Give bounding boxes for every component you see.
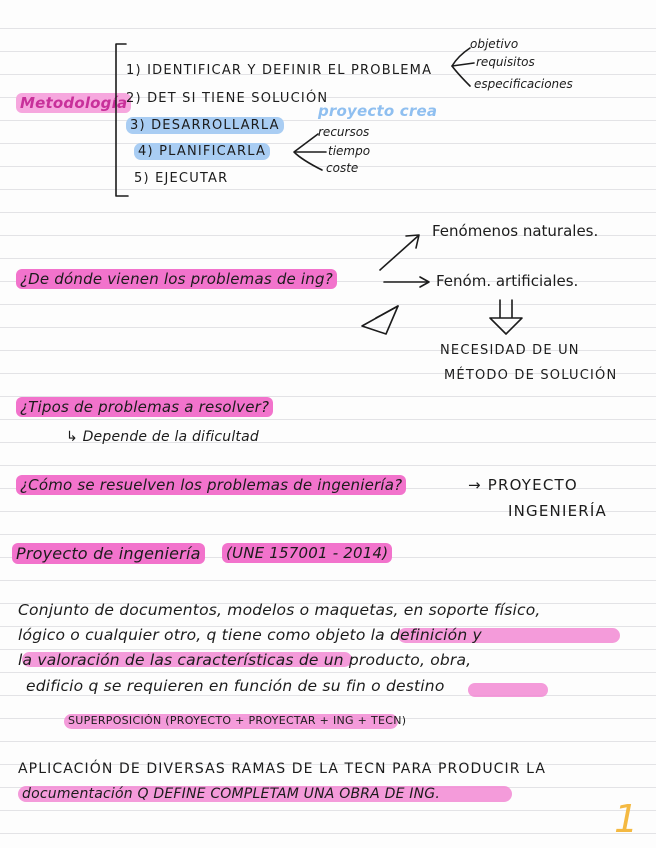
definicion-line-1: Conjunto de documentos, modelos o maquetas, en soporte físico,	[18, 601, 541, 619]
definicion-line-2: lógico o cualquier otro, q tiene como objeto la definición y	[18, 626, 482, 644]
necesidad-line-1: NECESIDAD DE UN	[440, 343, 580, 358]
aplicacion-line-1: APLICACIÓN DE DIVERSAS RAMAS DE LA TECN PARA PRODUCIR LA	[18, 761, 547, 777]
como-question: ¿Cómo se resuelven los problemas de ingeniería?	[16, 478, 406, 493]
page-number: 1	[614, 797, 639, 841]
necesidad-line-2: MÉTODO DE SOLUCIÓN	[444, 368, 618, 383]
definicion-line-4: edificio q se requieren en función de su fin o destino	[26, 677, 445, 695]
step-4: 4) PLANIFICARLA	[134, 145, 270, 158]
branch-especificaciones: especificaciones	[474, 77, 573, 91]
como-answer-1: → PROYECTO	[468, 476, 578, 494]
tipos-question: ¿Tipos de problemas a resolver?	[16, 400, 273, 415]
metodologia-label: Metodología	[16, 96, 131, 111]
branch-recursos: recursos	[318, 125, 370, 139]
problemas-question: ¿De dónde vienen los problemas de ing?	[16, 272, 337, 287]
origin-natural: Fenómenos naturales.	[432, 222, 599, 240]
definicion-line-3: la valoración de las características de un producto, obra,	[18, 651, 472, 669]
branch-tiempo: tiempo	[328, 144, 371, 158]
como-answer-2: INGENIERÍA	[508, 502, 607, 520]
double-arrow-down	[490, 300, 522, 334]
planificar-branch-brace	[294, 134, 322, 170]
arrow-sketch-left-stem	[376, 306, 398, 318]
arrow-sketch-left	[362, 306, 398, 334]
branch-objetivo: objetivo	[470, 37, 519, 51]
proyecto-norma: (UNE 157001 - 2014)	[222, 546, 392, 561]
step-3: 3) DESARROLLARLA	[126, 119, 284, 132]
arrow-natural	[380, 236, 418, 270]
identificar-branch-brace	[452, 48, 470, 86]
branch-coste: coste	[326, 161, 359, 175]
identificar-branch-mid	[452, 63, 474, 66]
highlight-destino	[468, 683, 548, 697]
superposicion: SUPERPOSICIÓN (PROYECTO + PROYECTAR + ING + TECN)	[68, 714, 407, 727]
branch-requisitos: requisitos	[476, 55, 535, 69]
tipos-answer: ↳ Depende de la dificultad	[66, 429, 259, 445]
proyecto-title: Proyecto de ingeniería	[12, 546, 205, 562]
origin-artificial: Fenóm. artificiales.	[436, 272, 579, 290]
step-5: 5) EJECUTAR	[134, 171, 229, 186]
step-2: 2) DET SI TIENE SOLUCIÓN	[126, 91, 329, 106]
aplicacion-line-2: documentación Q DEFINE COMPLETAM UNA OBRA DE ING.	[22, 786, 440, 802]
arrow-natural-head	[406, 235, 419, 248]
arrow-artificial-head	[420, 277, 429, 287]
proyecto-crea-note: proyecto crea	[318, 102, 438, 120]
step-1: 1) IDENTIFICAR Y DEFINIR EL PROBLEMA	[126, 63, 433, 78]
